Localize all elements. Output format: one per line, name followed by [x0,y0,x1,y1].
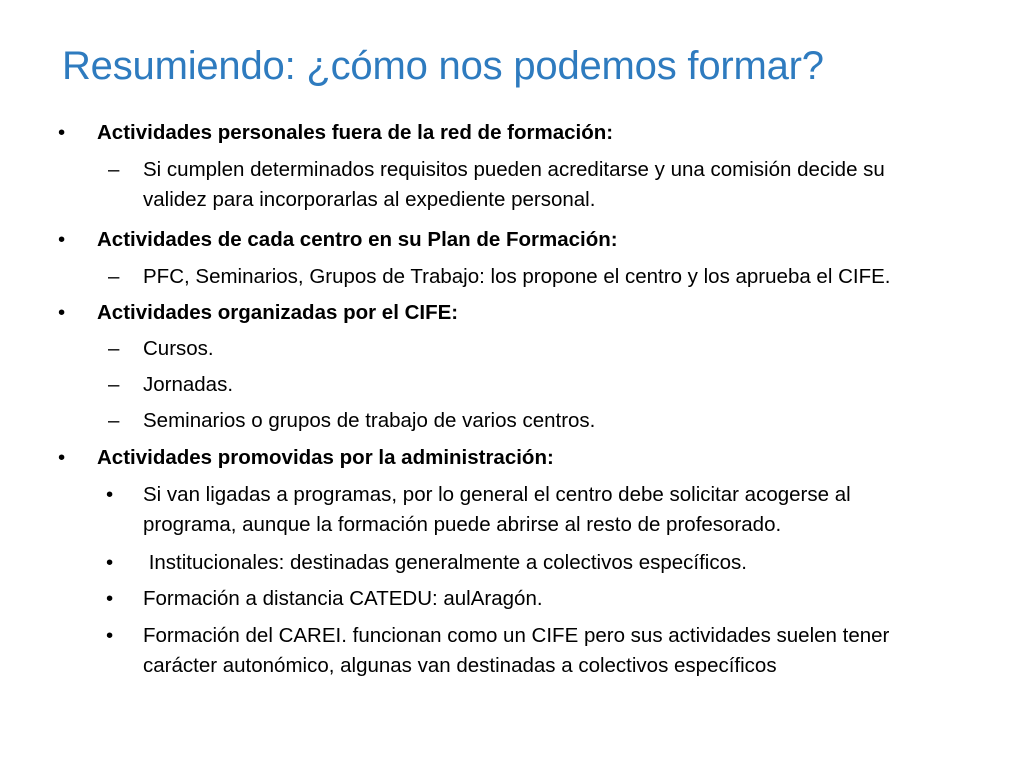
sub-item-text [143,155,993,215]
bullet-icon: • [106,624,114,647]
dash-icon: – [108,337,120,360]
sub-item-text: PFC, Seminarios, Grupos de Trabajo: los propone el centro y los aprueba el CIFE. [143,265,891,288]
bullet-icon: • [58,228,66,251]
sub-item-line: programa, aunque la formación puede abrirse al resto de profesorado. [143,513,782,536]
sub-item-text: Seminarios o grupos de trabajo de varios centros. [143,409,596,432]
sub-item-line: Formación del CAREI. funcionan como un CIFE pero sus actividades suelen tener [143,624,890,647]
list-item-text: Actividades de cada centro en su Plan de Formación: [97,228,618,251]
sub-item-text: Cursos. [143,337,214,360]
list-item-text: Actividades promovidas por la administración: [97,446,554,469]
sub-item-line: carácter autonómico, algunas van destinadas a colectivos específicos [143,654,777,677]
dash-icon: – [108,265,120,288]
bullet-icon: • [58,446,66,469]
sub-item-text [143,480,993,540]
bullet-icon: • [106,551,114,574]
bullet-icon: • [58,301,66,324]
list-item-text: Actividades personales fuera de la red de formación: [97,121,614,144]
sub-item-line: Si cumplen determinados requisitos pueden acreditarse y una comisión decide su [143,158,885,181]
slide-title: Resumiendo: ¿cómo nos podemos formar? [62,44,824,88]
dash-icon: – [108,409,120,432]
dash-icon: – [108,158,120,181]
list-item-text: Actividades organizadas por el CIFE: [97,301,459,324]
sub-item-text: Institucionales: destinadas generalmente a colectivos específicos. [143,551,747,574]
sub-item-line: Si van ligadas a programas, por lo general el centro debe solicitar acogerse al [143,483,851,506]
dash-icon: – [108,373,120,396]
sub-item-text [143,621,993,681]
sub-item-text: Jornadas. [143,373,234,396]
sub-item-line: validez para incorporarlas al expediente personal. [143,188,596,211]
bullet-icon: • [106,587,114,610]
sub-item-text: Formación a distancia CATEDU: aulAragón. [143,587,543,610]
bullet-icon: • [58,121,66,144]
bullet-icon: • [106,483,114,506]
